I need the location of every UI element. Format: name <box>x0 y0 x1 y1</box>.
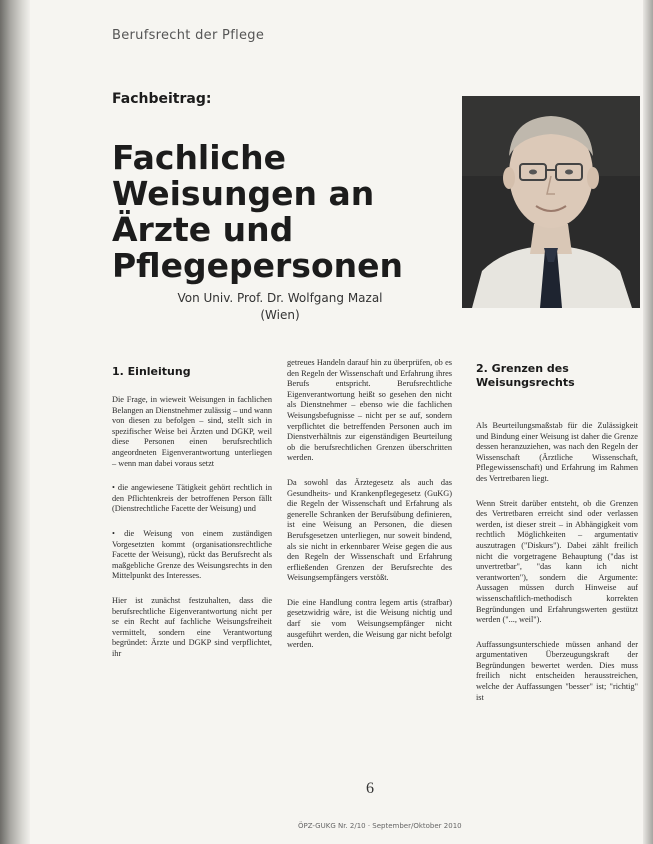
article-kicker: Fachbeitrag: <box>112 91 212 107</box>
paragraph: Die Frage, in wieweit Weisungen in fachlichen Belangen an Dienstnehmer zulässig – und wann von diesen zu befolgen – sind, stellt sich in spezifischer Weise bei Ärzten und DGKP, weil diese Personen einen berufsrechtlich angeordneten Eigenverantwortung unterliegen – wenn man dabei voraus setzt <box>112 395 272 468</box>
paragraph: Hier ist zunächst festzuhalten, dass die berufsrechtliche Eigenverantwortung nicht per se ein Recht auf fachliche Weisungsfreiheit vermittelt, sondern eine Verantwortung begründet: Ärzte und DGKP sind verpflichtet, ihr <box>112 595 272 658</box>
paragraph: Da sowohl das Ärztegesetz als auch das Gesundheits- und Krankenpflegegesetz (GuKG) die Regeln der Wissenschaft und Erfahrung als generelle Schranken der Berufsübung definieren, ist eine Weisung an Personen, die diesen Berufsgesetzen unterliegen, nur soweit bindend, als sie nicht in erkennbarer Weise gegen die aus den Regeln der Wissenschaft und Erfahrung erfließenden Grenzen der Berufsrechte des Weisungsempfängers verstößt. <box>287 477 452 583</box>
book-gutter-shadow <box>0 0 30 844</box>
text-column-1 <box>112 395 272 669</box>
page-footer: ÖPZ-GUKG Nr. 2/10 · September/Oktober 2010 <box>298 822 462 830</box>
paragraph: Wenn Streit darüber entsteht, ob die Grenzen des Vertretbaren erreicht sind oder verlassen werden, ist dieser streit – in Abhängigkeit vom rechtlich Möglichkeiten – argumentativ auszutragen ("Diskurs"). Dabei zählt freilich nicht die vorgetragene Behauptung ("das ist unvertretbar", "das kann ich nicht verantworten"), sondern die Argumente: Aussagen müssen durch Hinweise auf wissenschaftlich-methodisch korrekten Begründungen und Erfahrungswerten gestützt werden ("..., weil"). <box>476 498 638 625</box>
author-portrait-photo <box>462 96 640 308</box>
page-edge-shadow <box>643 0 653 844</box>
author-byline <box>150 290 410 324</box>
author-name: Von Univ. Prof. Dr. Wolfgang Mazal <box>177 291 383 305</box>
paragraph: getreues Handeln darauf hin zu überprüfen, ob es den Regeln der Wissenschaft und Erfahrung ihres Berufs entspricht. Berufsrechtliche Eigenverantwortung heißt so gesehen den nicht als Dienstnehmer – ebenso wie die fachlichen Weisungsbefugnisse – nicht per se auf, sondern verpflichtet die betreffenden Personen auch im Dienstverhältnis zur eigenständigen Beurteilung ob die berufsrechtlichen Grenzen überschritten werden. <box>287 358 452 463</box>
article-headline: Fachliche Weisungen an Ärzte und Pflegepersonen <box>112 138 403 285</box>
paragraph: Auffassungsunterschiede müssen anhand der argumentativen Überzeugungskraft der Begründungen bewertet werden. Dies muss freilich nicht entscheiden herausstreichen, welche der Auffassungen "besser" ist; "richtig" ist <box>476 639 638 702</box>
page-number: 6 <box>366 780 374 797</box>
section-heading-grenzen: 2. Grenzen des Weisungsrechts <box>476 362 575 389</box>
text-column-2 <box>287 358 452 661</box>
section-heading-einleitung: 1. Einleitung <box>112 365 191 378</box>
paragraph: • die angewiesene Tätigkeit gehört rechtlich in den Pflichtenkreis der betroffenen Person fällt (Dienstrechtliche Facette der Weisung) und <box>112 483 272 514</box>
portrait-illustration <box>462 96 640 308</box>
author-location: (Wien) <box>260 308 300 322</box>
paragraph: Die eine Handlung contra legem artis (strafbar) gesetzwidrig wäre, ist die Weisung nichtig und darf sie vom Weisungsempfänger nicht ausgeführt werden, die Weisung gar nicht befolgt werden. <box>287 597 452 650</box>
paragraph: • die Weisung von einem zuständigen Vorgesetzten kommt (organisationsrechtliche Facette der Weisung), rückt das Berufsrecht als maßgebliche Grenze des Weisungsrechts in den Mittelpunkt des Interesses. <box>112 528 272 581</box>
running-header: Berufsrecht der Pflege <box>112 28 265 43</box>
text-column-3 <box>476 421 638 713</box>
paragraph: Als Beurteilungsmaßstab für die Zulässigkeit und Bindung einer Weisung ist daher die Grenze dessen heranzuziehen, was nach den Regeln der Wissenschaft (Ärztliche Wissenschaft, Pflegewissenschaft) und Erfahrung im Rahmen des Vertretbaren liegt. <box>476 421 638 483</box>
